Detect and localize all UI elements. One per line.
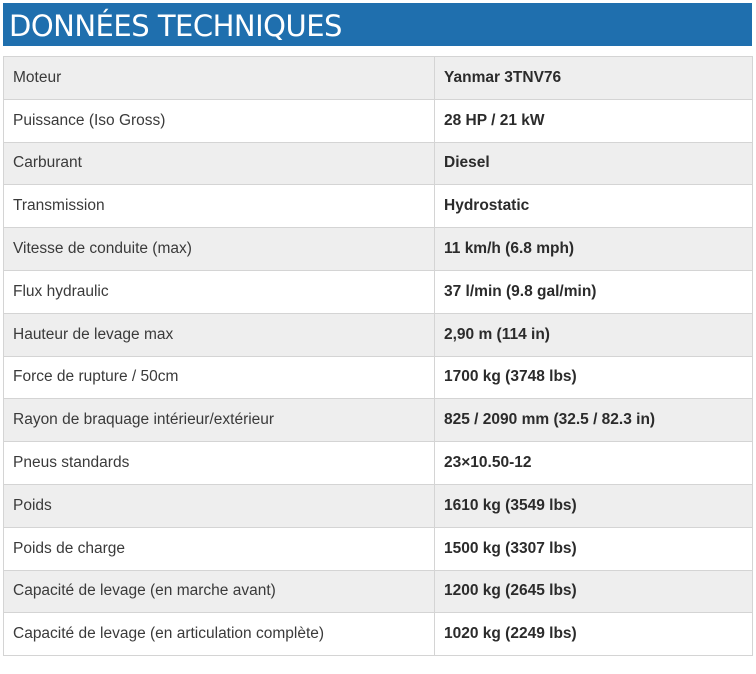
spec-value: 825 / 2090 mm (32.5 / 82.3 in) [435,399,753,442]
spec-value: 11 km/h (6.8 mph) [435,228,753,271]
table-row [4,270,753,313]
spec-value: 37 l/min (9.8 gal/min) [435,270,753,313]
table-row [4,228,753,271]
spec-label: Capacité de levage (en articulation complète) [4,613,435,656]
table-row [4,142,753,185]
table-row [4,442,753,485]
spec-label: Flux hydraulic [4,270,435,313]
spec-value: Hydrostatic [435,185,753,228]
table-row [4,570,753,613]
spec-value: Yanmar 3TNV76 [435,57,753,100]
section-header [3,3,752,46]
spec-label: Capacité de levage (en marche avant) [4,570,435,613]
specs-table-wrapper [3,56,752,656]
spec-label: Poids de charge [4,527,435,570]
specs-table-body [4,57,753,656]
spec-label: Hauteur de levage max [4,313,435,356]
spec-label: Carburant [4,142,435,185]
table-row [4,313,753,356]
table-row [4,484,753,527]
spec-value: Diesel [435,142,753,185]
spec-value: 2,90 m (114 in) [435,313,753,356]
spec-label: Pneus standards [4,442,435,485]
table-row [4,613,753,656]
spec-value: 1500 kg (3307 lbs) [435,527,753,570]
section-title: DONNÉES TECHNIQUES [9,9,342,43]
table-row [4,356,753,399]
table-row [4,57,753,100]
spec-value: 1610 kg (3549 lbs) [435,484,753,527]
spec-label: Poids [4,484,435,527]
specs-table [3,56,753,656]
spec-label: Vitesse de conduite (max) [4,228,435,271]
spec-label: Puissance (Iso Gross) [4,99,435,142]
table-row [4,399,753,442]
spec-value: 28 HP / 21 kW [435,99,753,142]
spec-label: Force de rupture / 50cm [4,356,435,399]
spec-label: Rayon de braquage intérieur/extérieur [4,399,435,442]
spec-label: Transmission [4,185,435,228]
table-row [4,99,753,142]
spec-value: 23×10.50-12 [435,442,753,485]
spec-value: 1200 kg (2645 lbs) [435,570,753,613]
table-row [4,527,753,570]
spec-value: 1700 kg (3748 lbs) [435,356,753,399]
spec-value: 1020 kg (2249 lbs) [435,613,753,656]
table-row [4,185,753,228]
spec-label: Moteur [4,57,435,100]
